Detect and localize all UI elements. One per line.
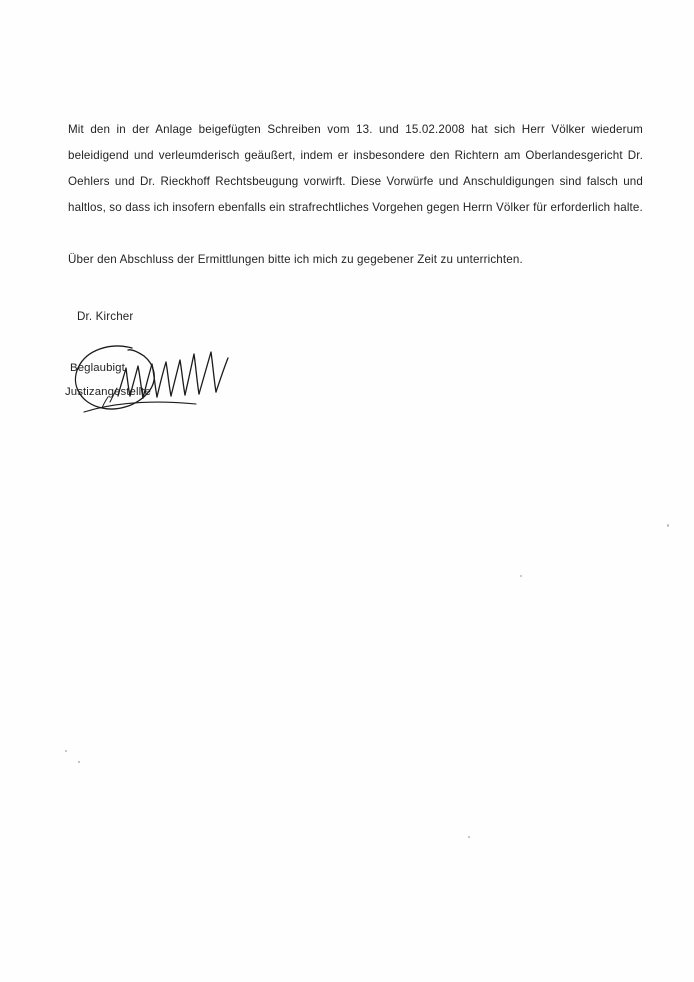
signer-role: Justizangestellte bbox=[65, 386, 151, 398]
signer-name: Dr. Kircher bbox=[77, 310, 134, 323]
scan-speck bbox=[65, 750, 67, 752]
paragraph-2: Über den Abschluss der Ermittlungen bitte ich mich zu gegebener Zeit zu unterrichten. bbox=[68, 253, 523, 266]
certification-label: Beglaubigt bbox=[70, 362, 125, 374]
scan-speck bbox=[667, 524, 669, 527]
scan-speck bbox=[520, 575, 522, 577]
signature-block bbox=[65, 310, 398, 420]
paragraph-1: Mit den in der Anlage beigefügten Schreiben vom 13. und 15.02.2008 hat sich Herr Völker wiederum beleidigend und verleumderisch geäußert, indem er insbesondere den Richtern am Oberlandesgericht Dr. Oehlers und Dr. Rieckhoff Rechtsbeugung vorwirft. Diese Vorwürfe und Anschuldigungen sind falsch und haltlos, so dass ich insofern ebenfalls ein strafrechtliches Vorgehen gegen Herrn Völker für erforderlich halte. bbox=[68, 123, 643, 214]
handwritten-signature-icon bbox=[58, 324, 278, 424]
scan-speck bbox=[468, 836, 470, 838]
document-body bbox=[68, 117, 643, 273]
scan-speck bbox=[78, 761, 80, 763]
